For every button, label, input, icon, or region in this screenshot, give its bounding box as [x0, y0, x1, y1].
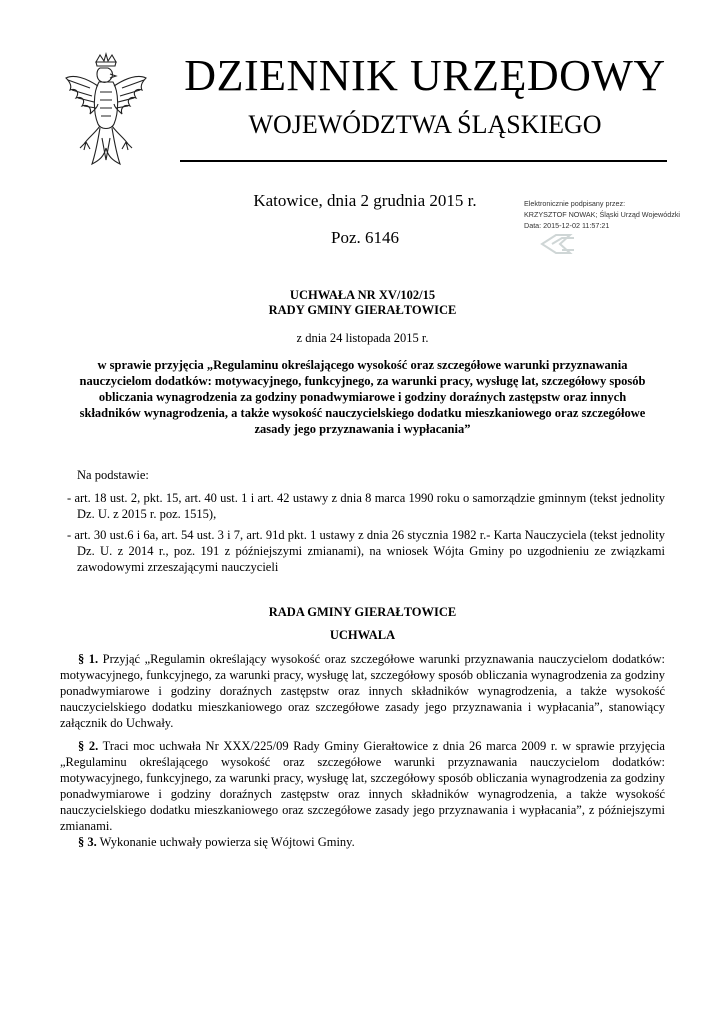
- paragraph-text: Przyjąć „Regulamin określający wysokość oraz szczegółowe warunki przyznawania nauczycielom dodatków: motywacyjnego, funkcyjnego, za warunki pracy, wysługę lat, szczegółowy sposób obliczania wynagrodzenia za godziny ponadwymiarowe i godziny doraźnych zastępstw oraz innych składników wynagrodzenia, a także wysokość nauczycielskiego dodatku mieszkaniowego oraz szczegółowe zasady jego przyznawania i wypłacania”, stanowiący załącznik do Uchwały.: [60, 652, 666, 730]
- paragraph: [60, 651, 665, 731]
- paragraph-marker: § 1.: [78, 652, 99, 666]
- resolution-heading: [60, 288, 665, 318]
- decision-label: UCHWALA: [329, 628, 396, 642]
- electronic-signature: [524, 198, 694, 231]
- paragraph: [60, 834, 665, 850]
- paragraph-marker: § 2.: [78, 739, 99, 753]
- paragraph-marker: § 3.: [78, 835, 97, 849]
- masthead-divider: [180, 160, 667, 162]
- signature-signer: KRZYSZTOF NOWAK; Śląski Urząd Wojewódzki: [524, 210, 681, 219]
- masthead-subtitle: WOJEWÓDZTWA ŚLĄSKIEGO: [248, 110, 602, 139]
- resolution-body: RADY GMINY GIERAŁTOWICE: [268, 303, 457, 317]
- legal-basis-item: - art. 30 ust.6 i 6a, art. 54 ust. 3 i 7, art. 91d pkt. 1 ustawy z dnia 26 stycznia 1982 r.- Karta Nauczyciela (tekst jednolity Dz. U. z 2014 r., poz. 191 z późniejszymi zmianami), na wniosek Wójta Gminy po uzgodnieniu ze związkami zawodowymi zrzeszającymi nauczycieli: [67, 528, 665, 574]
- paragraph: [60, 738, 665, 834]
- signature-line: Elektronicznie podpisany przez:: [524, 199, 626, 208]
- resolution-number: UCHWAŁA NR XV/102/15: [289, 288, 436, 302]
- eagle-emblem-icon: [60, 52, 152, 170]
- position-number: Poz. 6146: [331, 228, 399, 247]
- signature-stamp-icon: [538, 232, 580, 256]
- resolution-date: z dnia 24 listopada 2015 r.: [296, 331, 429, 345]
- resolution-subject: w sprawie przyjęcia „Regulaminu określającego wysokość oraz szczegółowe warunki przyznawania nauczycielom dodatków: motywacyjnego, funkcyjnego, za warunki pracy, wysługę lat, szczegółowy sposób obliczania wynagrodzenia za godziny ponadwymiarowe i godziny doraźnych zastępstw oraz innych składników wynagrodzenia, a także wysokość nauczycielskiego dodatku mieszkaniowego oraz szczegółowe zasady jego przyznawania i wypłacania”: [79, 358, 646, 436]
- signature-date: Data: 2015-12-02 11:57:21: [524, 221, 610, 230]
- paragraph-text: Wykonanie uchwały powierza się Wójtowi Gminy.: [96, 835, 355, 849]
- legal-basis-item: - art. 18 ust. 2, pkt. 15, art. 40 ust. 1 i art. 42 ustawy z dnia 8 marca 1990 roku o samorządzie gminnym (tekst jednolity Dz. U. z 2015 r. poz. 1515),: [67, 491, 665, 521]
- council-name: RADA GMINY GIERAŁTOWICE: [268, 605, 457, 619]
- paragraph-text: Traci moc uchwała Nr XXX/225/09 Rady Gminy Gierałtowice z dnia 26 marca 2009 r. w sprawie przyjęcia „Regulaminu określającego wysokość oraz szczegółowe warunki przyznawania nauczycielom dodatków: motywacyjnego, funkcyjnego, za warunki pracy, wysługę lat, szczegółowy sposób obliczania wynagrodzenia za godziny ponadwymiarowe i godziny doraźnych zastępstw oraz innych składników wynagrodzenia, a także wysokość nauczycielskiego dodatku mieszkaniowego oraz szczegółowe zasady jego przyznawania i wypłacania”, z późniejszymi zmianami.: [60, 739, 665, 833]
- legal-basis-label: Na podstawie:: [77, 468, 149, 482]
- masthead-title: DZIENNIK URZĘDOWY: [184, 51, 666, 100]
- place-date: Katowice, dnia 2 grudnia 2015 r.: [253, 191, 477, 210]
